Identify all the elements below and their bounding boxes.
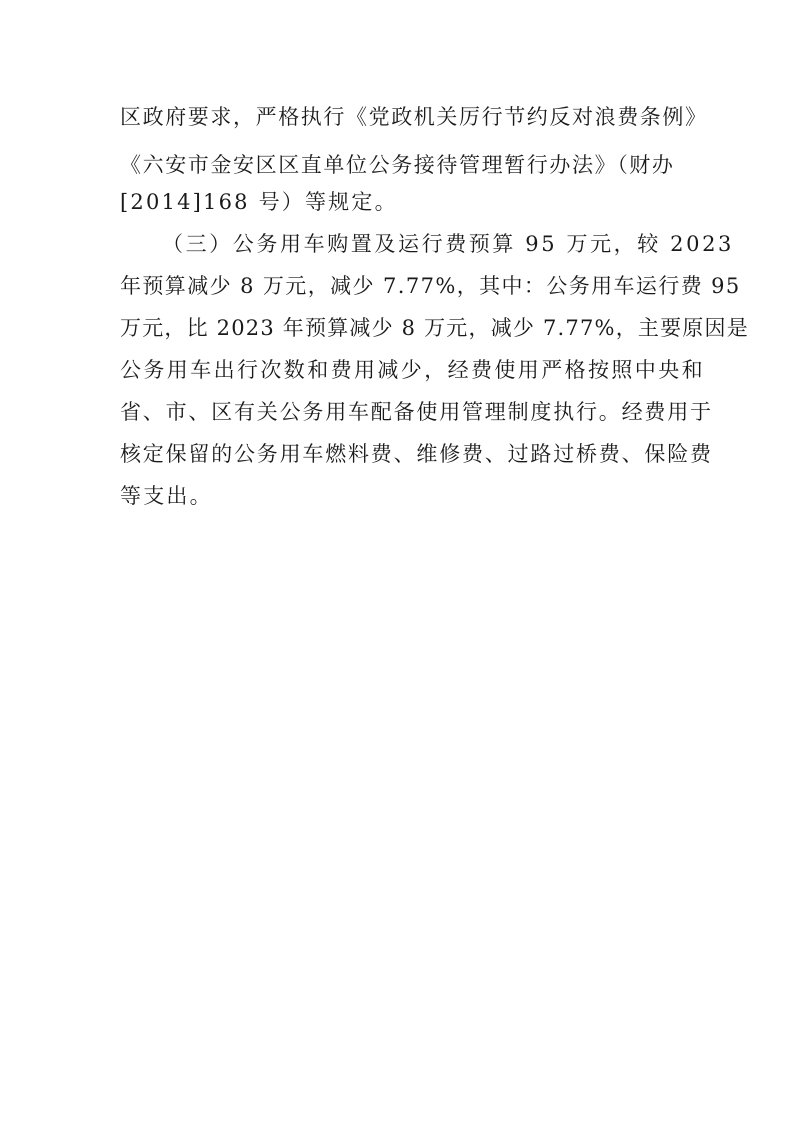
paragraph-line-3: [2014]168 号）等规定。 xyxy=(120,190,398,214)
paragraph-line-2: 《六安市金安区区直单位公务接待管理暂行办法》（财办 xyxy=(120,153,675,177)
section-three-line-5: 省、市、区有关公务用车配备使用管理制度执行。经费用于 xyxy=(120,400,713,424)
section-three-line-4: 公务用车出行次数和费用减少，经费使用严格按照中央和 xyxy=(120,358,705,382)
section-three-line-3: 万元，比 2023 年预算减少 8 万元，减少 7.77%，主要原因是 xyxy=(120,316,749,340)
section-three-line-7: 等支出。 xyxy=(120,484,213,508)
section-three-line-6: 核定保留的公务用车燃料费、维修费、过路过桥费、保险费 xyxy=(120,442,713,466)
paragraph-line-1: 区政府要求，严格执行《党政机关厉行节约反对浪费条例》 xyxy=(120,105,708,129)
section-three-line-2: 年预算减少 8 万元，减少 7.77%，其中：公务用车运行费 95 xyxy=(120,274,741,298)
section-three-line-1: （三）公务用车购置及运行费预算 95 万元，较 2023 xyxy=(162,232,734,256)
